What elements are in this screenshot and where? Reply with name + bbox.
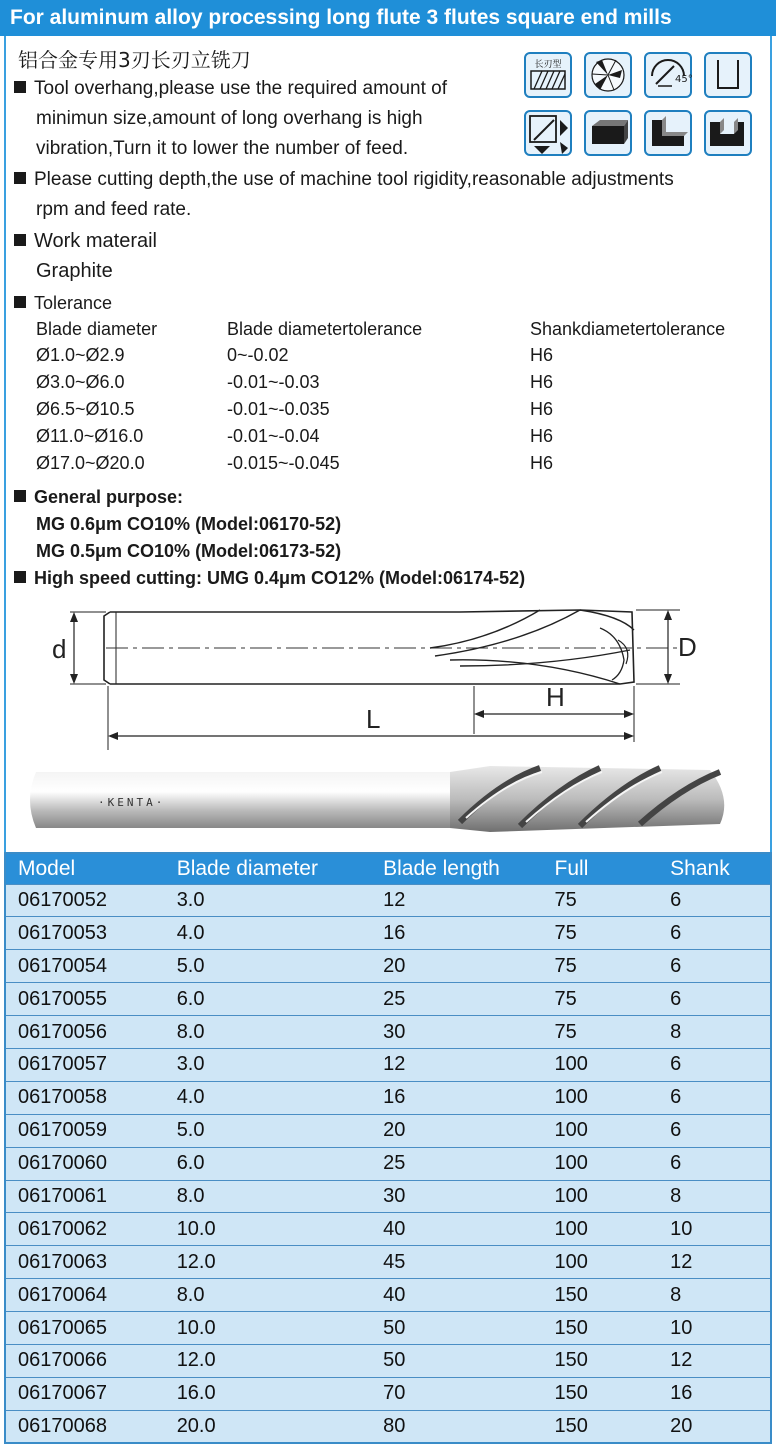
square-end-icon xyxy=(704,52,752,98)
cell-blade-length: 70 xyxy=(371,1377,542,1410)
table-row xyxy=(5,1048,771,1081)
cell-blade-length: 50 xyxy=(371,1312,542,1345)
cell-model: 06170062 xyxy=(5,1213,165,1246)
cell-model: 06170063 xyxy=(5,1246,165,1279)
tolerance-cell: H6 xyxy=(530,372,554,392)
cell-full: 75 xyxy=(543,983,659,1016)
general-grade-2: MG 0.5μm CO10% (Model:06173-52) xyxy=(36,541,342,561)
column-header-full: Full xyxy=(543,853,659,884)
tolerance-cell: H6 xyxy=(530,399,554,419)
cell-blade-diameter: 10.0 xyxy=(165,1213,371,1246)
overhang-note xyxy=(14,74,514,164)
high-speed-grade: High speed cutting: UMG 0.4μm CO12% (Model:06174-52) xyxy=(34,568,526,588)
table-row xyxy=(5,1147,771,1180)
table-row xyxy=(5,1344,771,1377)
cell-blade-length: 20 xyxy=(371,1114,542,1147)
label-d: d xyxy=(52,634,67,664)
materials-block xyxy=(14,484,525,592)
cell-blade-diameter: 6.0 xyxy=(165,983,371,1016)
cell-model: 06170052 xyxy=(5,884,165,917)
cell-model: 06170066 xyxy=(5,1344,165,1377)
label-L: L xyxy=(366,704,381,734)
cell-shank: 6 xyxy=(658,983,771,1016)
cell-blade-diameter: 16.0 xyxy=(165,1377,371,1410)
bullet-icon xyxy=(14,490,26,502)
shoulder-milling-icon xyxy=(644,110,692,156)
tolerance-cell: Ø11.0~Ø16.0 xyxy=(36,426,144,446)
table-row xyxy=(5,1279,771,1312)
table-row xyxy=(5,1180,771,1213)
cell-blade-length: 16 xyxy=(371,1081,542,1114)
table-row xyxy=(5,1016,771,1049)
cell-blade-diameter: 8.0 xyxy=(165,1180,371,1213)
tolerance-header: Blade diameter xyxy=(36,319,158,339)
side-milling-icon xyxy=(584,110,632,156)
cell-model: 06170064 xyxy=(5,1279,165,1312)
cell-full: 150 xyxy=(543,1312,659,1345)
cell-blade-diameter: 12.0 xyxy=(165,1344,371,1377)
cell-shank: 6 xyxy=(658,917,771,950)
tolerance-cell: 0~-0.02 xyxy=(227,345,289,365)
chinese-title: 铝合金专用3刃长刃立铣刀 xyxy=(18,48,251,72)
cell-blade-diameter: 3.0 xyxy=(165,1048,371,1081)
tolerance-cell: Ø3.0~Ø6.0 xyxy=(36,372,125,392)
cell-blade-diameter: 4.0 xyxy=(165,917,371,950)
tolerance-cell: Ø6.5~Ø10.5 xyxy=(36,399,135,419)
cell-full: 75 xyxy=(543,950,659,983)
table-row xyxy=(5,983,771,1016)
cell-model: 06170068 xyxy=(5,1410,165,1443)
cell-full: 150 xyxy=(543,1377,659,1410)
table-row xyxy=(5,1312,771,1345)
cell-full: 100 xyxy=(543,1213,659,1246)
cell-shank: 20 xyxy=(658,1410,771,1443)
overhang-line-3: vibration,Turn it to lower the number of feed. xyxy=(36,138,409,159)
general-grade-1: MG 0.6μm CO10% (Model:06170-52) xyxy=(36,514,342,534)
cell-shank: 12 xyxy=(658,1344,771,1377)
bullet-icon xyxy=(14,571,26,583)
cell-full: 75 xyxy=(543,917,659,950)
column-header-shank: Shank xyxy=(658,853,771,884)
cell-blade-diameter: 20.0 xyxy=(165,1410,371,1443)
cell-model: 06170059 xyxy=(5,1114,165,1147)
tolerance-cell: -0.01~-0.035 xyxy=(227,399,330,419)
cell-shank: 10 xyxy=(658,1213,771,1246)
cell-shank: 12 xyxy=(658,1246,771,1279)
tolerance-header: Blade diametertolerance xyxy=(227,319,423,339)
cell-shank: 6 xyxy=(658,1081,771,1114)
bullet-icon xyxy=(14,296,26,308)
cell-full: 75 xyxy=(543,884,659,917)
tolerance-cell: H6 xyxy=(530,426,554,446)
cell-shank: 8 xyxy=(658,1180,771,1213)
brand-marking: ·KENTA· xyxy=(98,796,166,809)
cell-full: 75 xyxy=(543,1016,659,1049)
table-row xyxy=(5,917,771,950)
work-material xyxy=(14,226,157,286)
cell-full: 100 xyxy=(543,1114,659,1147)
table-row xyxy=(5,1213,771,1246)
tolerance-cell: -0.015~-0.045 xyxy=(227,453,340,473)
cell-blade-diameter: 4.0 xyxy=(165,1081,371,1114)
label-H: H xyxy=(546,682,565,712)
tolerance-cell: Ø17.0~Ø20.0 xyxy=(36,453,145,473)
cell-blade-length: 30 xyxy=(371,1180,542,1213)
cell-shank: 16 xyxy=(658,1377,771,1410)
cell-blade-diameter: 6.0 xyxy=(165,1147,371,1180)
cell-shank: 6 xyxy=(658,950,771,983)
tolerance-heading xyxy=(14,288,112,318)
cutting-note xyxy=(14,165,774,225)
bullet-icon xyxy=(14,234,26,246)
cell-full: 100 xyxy=(543,1147,659,1180)
column-header-blade-diameter: Blade diameter xyxy=(165,853,371,884)
cell-blade-diameter: 12.0 xyxy=(165,1246,371,1279)
table-row xyxy=(5,1246,771,1279)
cell-blade-diameter: 8.0 xyxy=(165,1279,371,1312)
tolerance-header: Shankdiametertolerance xyxy=(530,319,726,339)
model-table xyxy=(4,852,772,1444)
cell-shank: 6 xyxy=(658,884,771,917)
product-photo xyxy=(20,762,740,838)
table-row xyxy=(5,1377,771,1410)
cell-blade-length: 12 xyxy=(371,1048,542,1081)
work-material-value: Graphite xyxy=(36,260,113,282)
cell-blade-diameter: 10.0 xyxy=(165,1312,371,1345)
cell-blade-length: 16 xyxy=(371,917,542,950)
feature-icons xyxy=(524,52,756,162)
cutting-direction-icon xyxy=(524,110,572,156)
work-material-label: Work materail xyxy=(34,230,157,252)
cell-shank: 6 xyxy=(658,1048,771,1081)
tolerance-cell: H6 xyxy=(530,453,554,473)
cell-model: 06170054 xyxy=(5,950,165,983)
cell-blade-length: 25 xyxy=(371,1147,542,1180)
cell-shank: 6 xyxy=(658,1147,771,1180)
bullet-icon xyxy=(14,172,26,184)
cell-blade-diameter: 5.0 xyxy=(165,950,371,983)
bullet-icon xyxy=(14,81,26,93)
table-row xyxy=(5,1410,771,1443)
cell-full: 100 xyxy=(543,1246,659,1279)
cell-full: 150 xyxy=(543,1410,659,1443)
cell-blade-length: 40 xyxy=(371,1213,542,1246)
cell-full: 100 xyxy=(543,1081,659,1114)
cell-full: 150 xyxy=(543,1344,659,1377)
cell-full: 100 xyxy=(543,1180,659,1213)
column-header-model: Model xyxy=(5,853,165,884)
cell-blade-length: 30 xyxy=(371,1016,542,1049)
label-D: D xyxy=(678,632,697,662)
cell-model: 06170065 xyxy=(5,1312,165,1345)
cell-model: 06170057 xyxy=(5,1048,165,1081)
cell-blade-length: 40 xyxy=(371,1279,542,1312)
cutting-line-2: rpm and feed rate. xyxy=(36,199,192,220)
cell-blade-length: 25 xyxy=(371,983,542,1016)
cell-shank: 8 xyxy=(658,1279,771,1312)
table-header-row xyxy=(5,853,771,884)
cell-blade-length: 20 xyxy=(371,950,542,983)
tolerance-cell: -0.01~-0.03 xyxy=(227,372,320,392)
cutting-line-1: Please cutting depth,the use of machine tool rigidity,reasonable adjustments xyxy=(34,169,674,190)
cell-blade-length: 12 xyxy=(371,884,542,917)
cell-blade-diameter: 5.0 xyxy=(165,1114,371,1147)
cell-model: 06170067 xyxy=(5,1377,165,1410)
table-row xyxy=(5,1114,771,1147)
slot-milling-icon xyxy=(704,110,752,156)
long-blade-text: 长刃型 xyxy=(534,60,562,70)
cell-model: 06170055 xyxy=(5,983,165,1016)
cell-shank: 8 xyxy=(658,1016,771,1049)
technical-drawing xyxy=(20,600,740,760)
overhang-line-2: minimun size,amount of long overhang is high xyxy=(36,108,423,129)
cell-model: 06170060 xyxy=(5,1147,165,1180)
tolerance-cell: -0.01~-0.04 xyxy=(227,426,320,446)
page-title: For aluminum alloy processing long flute 3 flutes square end mills xyxy=(0,0,776,36)
cell-model: 06170058 xyxy=(5,1081,165,1114)
angle-text: 45° xyxy=(675,74,693,85)
long-blade-icon xyxy=(524,52,572,98)
three-flute-icon xyxy=(584,52,632,98)
cell-model: 06170053 xyxy=(5,917,165,950)
cell-full: 150 xyxy=(543,1279,659,1312)
column-header-blade-length: Blade length xyxy=(371,853,542,884)
helix-45-icon xyxy=(644,52,692,98)
general-purpose-label: General purpose: xyxy=(34,487,184,507)
cell-blade-diameter: 3.0 xyxy=(165,884,371,917)
table-row xyxy=(5,950,771,983)
tolerance-cell: H6 xyxy=(530,345,554,365)
cell-blade-diameter: 8.0 xyxy=(165,1016,371,1049)
table-row xyxy=(5,1081,771,1114)
cell-blade-length: 50 xyxy=(371,1344,542,1377)
cell-model: 06170056 xyxy=(5,1016,165,1049)
cell-blade-length: 80 xyxy=(371,1410,542,1443)
cell-model: 06170061 xyxy=(5,1180,165,1213)
cell-blade-length: 45 xyxy=(371,1246,542,1279)
table-row xyxy=(5,884,771,917)
tolerance-label: Tolerance xyxy=(34,293,113,313)
tolerance-cell: Ø1.0~Ø2.9 xyxy=(36,345,125,365)
cell-shank: 6 xyxy=(658,1114,771,1147)
cell-shank: 10 xyxy=(658,1312,771,1345)
cell-full: 100 xyxy=(543,1048,659,1081)
overhang-line-1: Tool overhang,please use the required amount of xyxy=(34,78,447,99)
